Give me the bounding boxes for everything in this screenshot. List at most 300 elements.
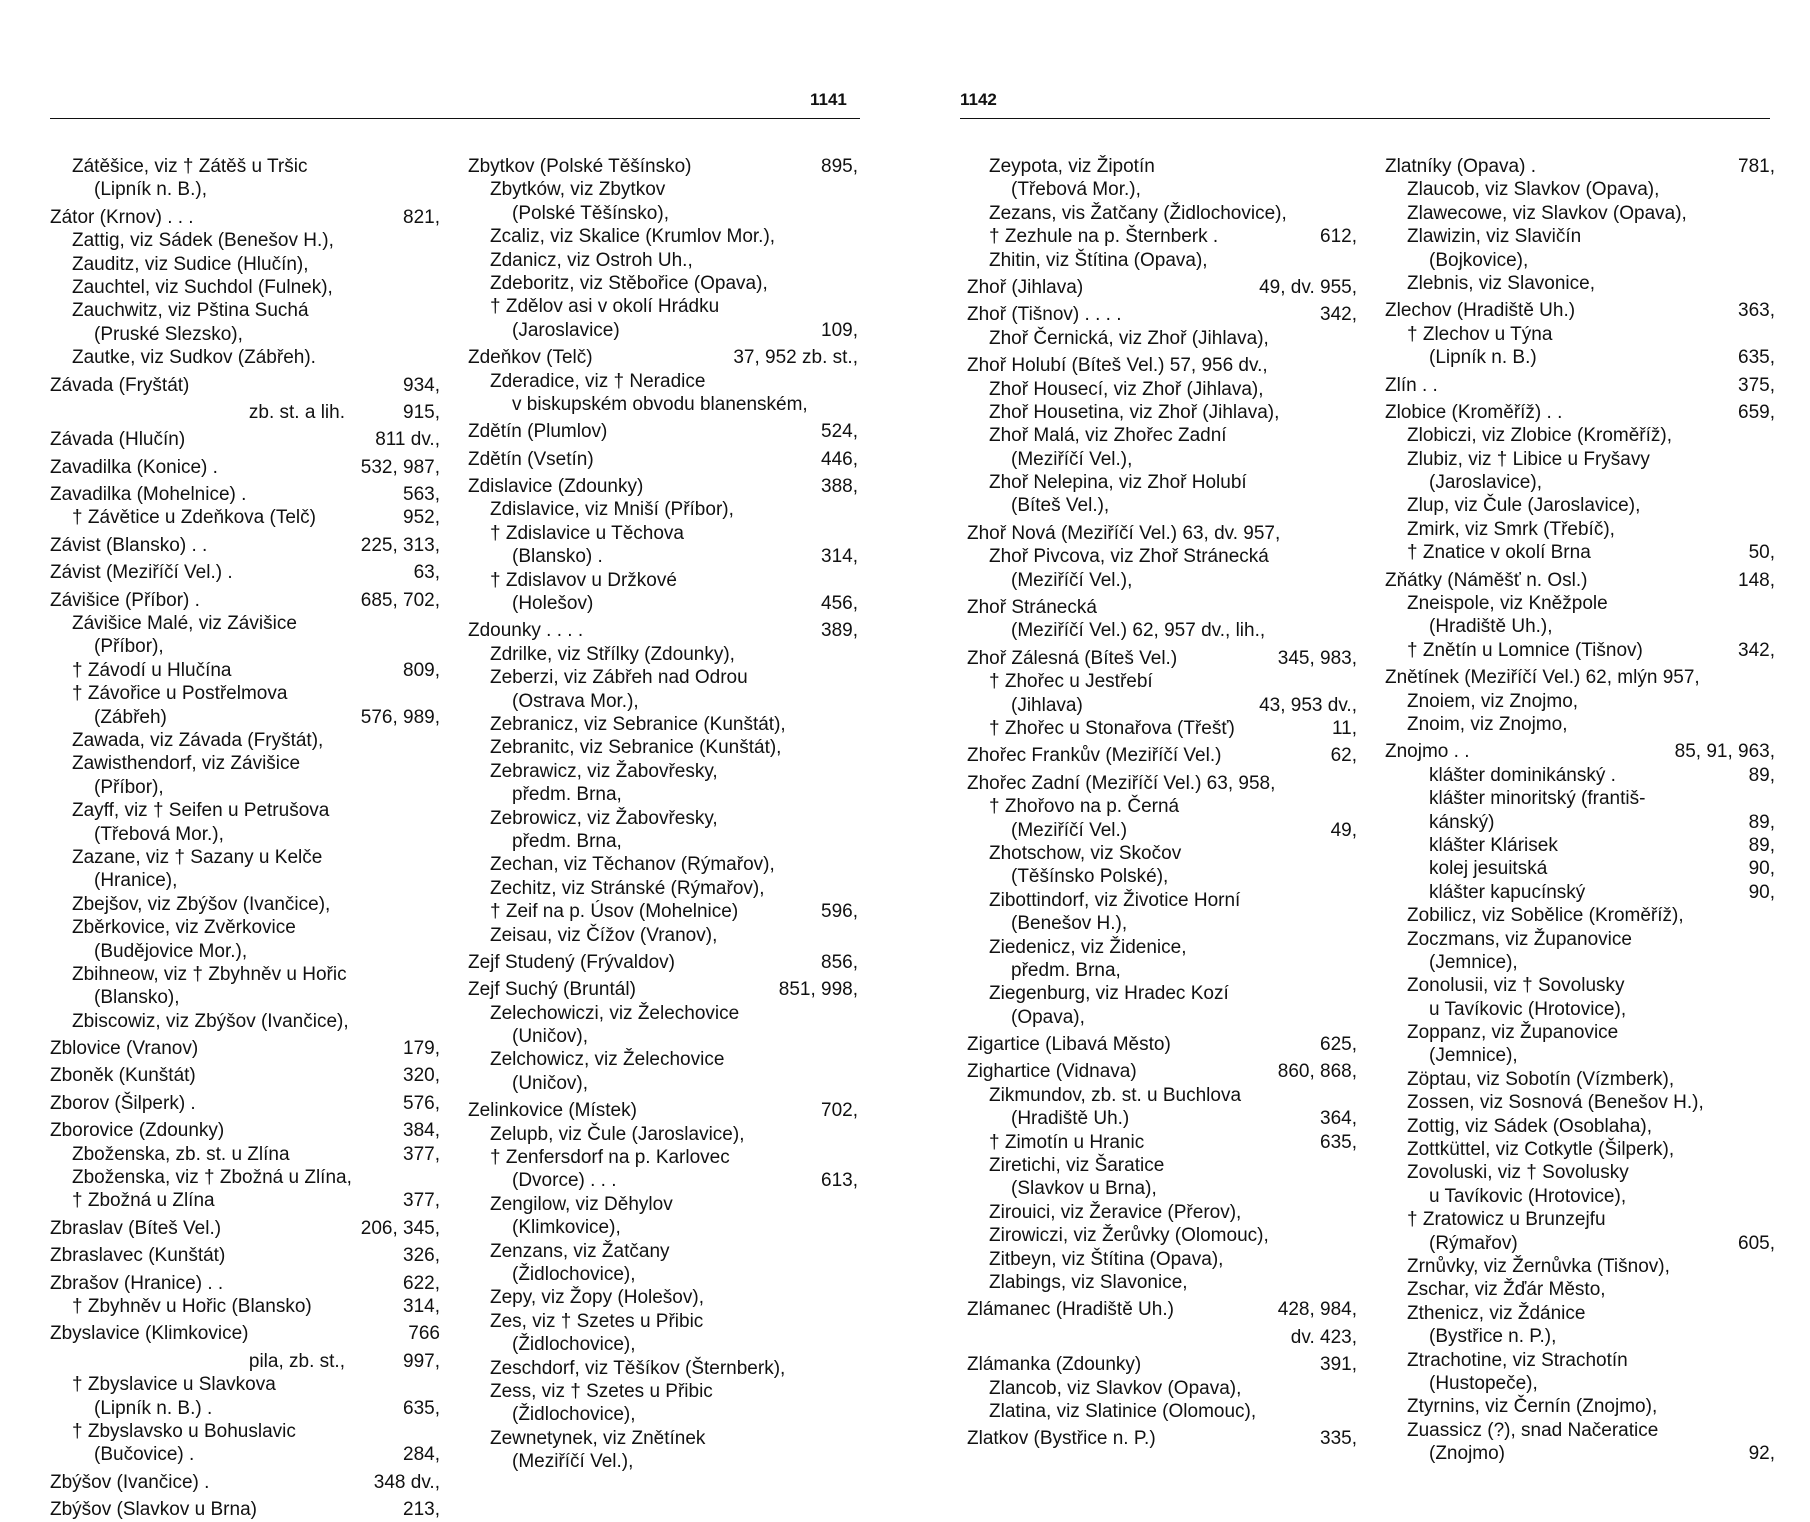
entry-text: Zneispole, viz Kněžpole [1407,593,1608,615]
entry-text: Zlín . . [1385,374,1438,396]
entry-text: Zenzans, viz Žatčany [490,1240,670,1262]
entry-text: u Tavíkovic (Hrotovice), [1429,998,1627,1020]
entry-text: Závada (Fryštát) [50,374,190,396]
index-entry [50,483,440,506]
entry-text: (Uničov), [512,1026,589,1048]
entry-text: Zlabings, viz Slavonice, [989,1271,1188,1293]
page-reference: 11, [1331,717,1357,739]
index-entry [50,253,440,276]
index-entry [1385,569,1775,592]
index-entry [468,978,858,1001]
entry-text: Závist (Blansko) . . [50,534,208,556]
index-entry [468,1240,858,1263]
index-entry [967,1248,1357,1271]
entry-text: (Příbor), [94,776,164,798]
index-entry [468,1193,858,1216]
index-entry [50,534,440,557]
entry-text: Zlatina, viz Slatinice (Olomouc), [989,1400,1257,1422]
index-entry [468,619,858,642]
entry-text: (Jaroslavice), [1429,472,1542,494]
page-reference: 342, [1738,639,1775,661]
index-entry [1385,740,1775,763]
entry-text: Zdounky . . . . [468,620,584,642]
index-entry [50,1092,440,1115]
entry-text: (Bystřice n. P.), [1429,1326,1557,1348]
entry-text: (Blansko) . [512,546,603,568]
page-reference: 326, [403,1245,440,1267]
index-entry [1385,1068,1775,1091]
index-entry [50,1119,440,1142]
entry-text: (Hranice), [94,870,178,892]
page-reference: 377, [403,1190,440,1212]
index-entry [1385,787,1775,810]
index-entry [468,225,858,248]
entry-text: Zmirk, viz Smrk (Třebíč), [1407,518,1615,540]
entry-text: Zelchowicz, viz Želechovice [490,1049,725,1071]
page-reference: 851, 998, [778,979,858,1001]
entry-text: Zhoř Holubí (Bíteš Vel.) 57, 956 dv., [967,355,1268,377]
entry-text: † Zdislavov u Držkové [490,569,677,591]
page-reference: 90, [1748,881,1775,903]
index-entry [1385,471,1775,494]
entry-text: Zhoř Pivcova, viz Zhoř Stránecká [989,546,1269,568]
page-reference: 635, [403,1397,440,1419]
entry-text: † Zhořovo na p. Černá [989,796,1180,818]
page-reference: 915, [403,401,440,423]
index-entry [967,1107,1357,1130]
entry-text: kolej jesuitská [1429,858,1548,880]
index-entry [468,900,858,923]
entry-text: † Zratowicz u Brunzejfu [1407,1209,1606,1231]
entry-text: Znětínek (Meziříčí Vel.) 62, mlýn 957, [1385,667,1700,689]
entry-text: (Meziříčí Vel.), [512,1451,634,1473]
page-reference: 314, [403,1295,440,1317]
entry-text: (Budějovice Mor.), [94,940,248,962]
index-entry [1385,1138,1775,1161]
page-reference: 635, [1738,347,1775,369]
index-entry [50,706,440,729]
index-entry [967,401,1357,424]
index-entry [50,276,440,299]
entry-text: (Hustopeče), [1429,1372,1538,1394]
index-entry [967,354,1357,377]
index-entry [1385,1325,1775,1348]
page-reference: 446, [821,448,858,470]
entry-text: Zdislavice (Zdounky) [468,476,644,498]
entry-text: Zlebnis, viz Slavonice, [1407,272,1595,294]
entry-text: Zejf Suchý (Bruntál) [468,979,636,1001]
page-reference: 43, 953 dv., [1259,694,1357,716]
entry-text: (Meziříčí Vel.), [1011,569,1133,591]
index-entry [1385,639,1775,662]
index-entry [967,1154,1357,1177]
entry-text: Zhořec Frankův (Meziříčí Vel.) [967,745,1222,767]
index-entry [50,346,440,369]
page-reference: 63, [413,562,440,584]
index-entry [967,1177,1357,1200]
page-reference: 766 [408,1323,440,1345]
page-reference: 342, [1320,304,1357,326]
index-entry [1385,881,1775,904]
page-reference: 89, [1748,764,1775,786]
index-entry [967,225,1357,248]
index-entry [50,682,440,705]
index-entry [1385,615,1775,638]
entry-text: Zderadice, viz † Neradice [490,370,706,392]
entry-text: † Zlechov u Týna [1407,323,1553,345]
index-entry [967,619,1357,642]
entry-text: (Bíteš Vel.), [1011,495,1110,517]
entry-text: klášter dominikánský . [1429,764,1616,786]
entry-text: Zazane, viz † Sazany u Kelče [72,846,323,868]
entry-text: Zlámanka (Zdounky) [967,1354,1142,1376]
entry-text: Zlawizin, viz Slavičín [1407,226,1582,248]
index-entry [967,155,1357,178]
entry-text: Znoim, viz Znojmo, [1407,713,1568,735]
index-entry [1385,202,1775,225]
page-reference: 456, [821,593,858,615]
page-reference: 109, [821,319,858,341]
index-entry [967,249,1357,272]
entry-text: Zlubiz, viz † Libice u Fryšavy [1407,448,1650,470]
entry-text: Zhoř Housecí, viz Zhoř (Jihlava), [989,378,1264,400]
entry-text: Zebranitc, viz Sebranice (Kunštát), [490,737,782,759]
entry-text: (Uničov), [512,1072,589,1094]
entry-text: Zátor (Krnov) . . . [50,206,194,228]
entry-text: † Závořice u Postřelmova [72,683,288,705]
entry-text: Zběrkovice, viz Zvěrkovice [72,917,296,939]
entry-text: Zonolusii, viz † Sovolusky [1407,975,1625,997]
index-entry [967,303,1357,326]
entry-text: Zdětín (Vsetín) [468,448,594,470]
index-entry [967,276,1357,299]
entry-text: Zlobiczi, viz Zlobice (Kroměříž), [1407,425,1672,447]
page-reference: 363, [1738,300,1775,322]
page-reference: 314, [821,546,858,568]
page-reference: 811 dv., [375,429,440,451]
entry-text: † Závětice u Zdeňkova (Telč) [72,507,316,529]
index-entry [1385,1185,1775,1208]
entry-text: Ztyrnins, viz Černín (Znojmo), [1407,1396,1658,1418]
page-reference: 856, [821,951,858,973]
entry-text: Zátěšice, viz † Zátěš u Tršic [72,156,308,177]
entry-text: klášter minoritský (františ- [1429,788,1646,810]
header-rule [960,118,1770,119]
index-entry [50,206,440,229]
entry-text: v biskupském obvodu blanenském, [512,393,808,415]
entry-text: (Židlochovice), [512,1404,636,1426]
page-reference: 89, [1748,834,1775,856]
entry-text: † Zenfersdorf na p. Karlovec [490,1147,730,1169]
index-entry [1385,494,1775,517]
entry-text: Zirowiczi, viz Žerůvky (Olomouc), [989,1225,1269,1247]
entry-text: Zossen, viz Sosnová (Benešov H.), [1407,1092,1704,1114]
index-entry [50,916,440,939]
page-reference: 934, [403,374,440,396]
entry-text: Znoiem, viz Znojmo, [1407,690,1579,712]
entry-text: (Opava), [1011,1006,1085,1028]
entry-text: Zhoř Housetina, viz Zhoř (Jihlava), [989,401,1280,423]
index-entry [468,448,858,471]
entry-text: Zayff, viz † Seifen u Petrušova [72,800,330,822]
entry-text: Zavadilka (Konice) . [50,456,218,478]
entry-text: † Zezhule na p. Šternberk . [989,226,1219,248]
entry-text: Zeisau, viz Čížov (Vranov), [490,924,718,946]
entry-text: Zbiscowiz, viz Zbýšov (Ivančice), [72,1010,349,1032]
index-entry [967,1353,1357,1376]
index-entry [50,323,440,346]
entry-text: Zepy, viz Žopy (Holešov), [490,1287,704,1309]
index-entry [50,1272,440,1295]
index-entry [468,1002,858,1025]
entry-text: † Zbyslavice u Slavkova [72,1374,276,1396]
page-reference: 389, [821,620,858,642]
index-entry [1385,1208,1775,1231]
index-entry [468,1216,858,1239]
entry-text: (Lipník n. B.), [94,179,207,201]
index-entry [1385,928,1775,951]
page-reference: 781, [1738,156,1775,177]
index-entry [468,877,858,900]
index-entry [1385,1349,1775,1372]
entry-text: † Závodí u Hlučína [72,659,232,681]
entry-text: Zdislavice, viz Mniší (Příbor), [490,499,734,521]
index-entry [50,635,440,658]
index-entry [468,1403,858,1426]
index-entry [468,1380,858,1403]
index-entry [967,982,1357,1005]
index-entry [50,752,440,775]
index-entry [967,545,1357,568]
index-entry [967,912,1357,935]
index-entry [967,471,1357,494]
entry-text: předm. Brna, [512,830,622,852]
index-column [50,155,440,1521]
index-entry [468,178,858,201]
index-entry [1385,401,1775,424]
entry-text: Ziedenicz, viz Židenice, [989,936,1187,958]
index-entry [967,178,1357,201]
entry-text: † Zhořec u Stonařova (Třešť) [989,717,1235,739]
index-entry [468,666,858,689]
page-reference: 809, [403,659,440,681]
page-reference: 348 dv., [373,1471,440,1493]
index-entry [967,522,1357,545]
index-entry [1385,1302,1775,1325]
index-entry [50,799,440,822]
page-reference: 524, [821,421,858,443]
index-entry [967,1201,1357,1224]
index-entry [1385,155,1775,178]
entry-text: (Meziříčí Vel.) [1011,819,1128,841]
index-entry [50,1244,440,1267]
header-rule [50,118,860,119]
index-entry [1385,374,1775,397]
index-entry [1385,1419,1775,1442]
entry-text: (Lipník n. B.) . [94,1397,213,1419]
index-entry [967,670,1357,693]
index-entry [1385,857,1775,880]
index-entry [50,155,440,178]
entry-text: (Dvorce) . . . [512,1170,617,1192]
index-entry [50,1010,440,1033]
index-entry [50,178,440,201]
entry-text: Zebrowicz, viz Žabovřesky, [490,807,718,829]
index-entry [967,1271,1357,1294]
entry-text: † Znětín u Lomnice (Tišnov) [1407,639,1643,661]
entry-text: Zbraslavec (Kunštát) [50,1245,226,1267]
index-entry [468,498,858,521]
entry-text: Zottküttel, viz Cotkytle (Šilperk), [1407,1139,1675,1161]
entry-text: Zlobice (Kroměříž) . . [1385,401,1563,423]
entry-text: † Zdislavice u Těchova [490,522,684,544]
entry-text: Zbejšov, viz Zbýšov (Ivančice), [72,893,331,915]
index-entry [50,506,440,529]
entry-text: Zibottindorf, viz Životice Horní [989,889,1241,911]
index-entry [967,1060,1357,1083]
index-entry [967,865,1357,888]
entry-text: Zovoluski, viz † Sovolusky [1407,1162,1629,1184]
entry-text: Zhoř Černická, viz Zhoř (Jihlava), [989,327,1269,349]
index-entry [468,924,858,947]
entry-text: (Rýmařov) [1429,1232,1518,1254]
index-entry [967,596,1357,619]
index-entry [468,1333,858,1356]
index-entry [1385,272,1775,295]
entry-text: (Pruské Slezsko), [94,323,243,345]
page-reference: 605, [1738,1232,1775,1254]
entry-text: Zawada, viz Závada (Fryštát), [72,729,324,751]
index-entry [967,959,1357,982]
entry-text: † Znatice v okolí Brna [1407,542,1591,564]
index-entry [50,428,440,451]
index-entry [1385,424,1775,447]
index-column [1385,155,1775,1465]
index-entry [967,569,1357,592]
entry-text: Zblovice (Vranov) [50,1038,199,1060]
index-entry [967,842,1357,865]
index-entry [1385,346,1775,369]
entry-text: Zauchtel, viz Suchdol (Fulnek), [72,276,333,298]
index-entry [1385,448,1775,471]
index-entry [468,1169,858,1192]
index-entry [1385,666,1775,689]
entry-text: Zboženska, zb. st. u Zlína [72,1143,290,1165]
index-entry [468,807,858,830]
index-entry [50,1166,440,1189]
index-entry [50,986,440,1009]
page-reference: 997, [403,1350,440,1372]
index-entry [1385,764,1775,787]
page-reference: 62, [1330,745,1357,767]
entry-text: Zeschdorf, viz Těšíkov (Šternberk), [490,1357,786,1379]
entry-text: (Holešov) [512,593,594,615]
page-reference: 659, [1738,401,1775,423]
entry-text: Zauditz, viz Sudice (Hlučín), [72,253,309,275]
index-entry [1385,518,1775,541]
entry-text: (Slavkov u Brna), [1011,1178,1157,1200]
entry-text: Zboněk (Kunštát) [50,1065,196,1087]
index-entry [1385,1021,1775,1044]
page-reference: 375, [1738,374,1775,396]
entry-text: (Benešov H.), [1011,913,1128,935]
entry-text: Zauchwitz, viz Pština Suchá [72,300,309,322]
page-reference: 895, [821,156,858,177]
index-entry [50,1143,440,1166]
index-entry [967,1131,1357,1154]
entry-text: Zelupb, viz Čule (Jaroslavice), [490,1123,745,1145]
entry-text: Zbytków, viz Zbytkov [490,179,666,201]
index-entry [1385,1278,1775,1301]
entry-text: (Ostrava Mor.), [512,690,639,712]
page-reference: 89, [1748,811,1775,833]
index-entry [468,1072,858,1095]
index-entry [50,401,440,424]
entry-text: Zigartice (Libavá Město) [967,1034,1171,1056]
index-entry [50,589,440,612]
index-entry [468,713,858,736]
entry-text: Zirouici, viz Žeravice (Přerov), [989,1201,1242,1223]
page-reference: 596, [821,901,858,923]
index-entry [967,424,1357,447]
index-entry [50,1471,440,1494]
entry-text: Zlancob, viz Slavkov (Opava), [989,1377,1242,1399]
entry-text: Zlámanec (Hradiště Uh.) [967,1299,1174,1321]
page-reference: 532, 987, [360,456,440,478]
entry-text: † Zeif na p. Úsov (Mohelnice) [490,901,739,923]
entry-text: (Znojmo) [1429,1443,1506,1465]
index-entry [967,1084,1357,1107]
entry-text: Zechitz, viz Stránské (Rýmařov), [490,877,765,899]
entry-text: Zejf Studený (Frývaldov) [468,951,675,973]
index-entry [468,1310,858,1333]
entry-text: Zengilow, viz Děhylov [490,1193,673,1215]
entry-text: (Těšínsko Polské), [1011,866,1169,888]
index-entry [468,1450,858,1473]
index-entry [50,1443,440,1466]
page-reference: 635, [1320,1131,1357,1153]
index-entry [50,456,440,479]
entry-text: Zhoř (Tišnov) . . . . [967,304,1122,326]
index-entry [50,963,440,986]
entry-text: Ziretichi, viz Šaratice [989,1155,1165,1177]
index-entry [468,783,858,806]
index-entry [50,1498,440,1521]
entry-text: Zess, viz † Szetes u Přibic [490,1380,713,1402]
entry-text: (Zábřeh) [94,706,167,728]
index-entry [1385,1115,1775,1138]
index-entry [50,846,440,869]
entry-text: (Lipník n. B.) [1429,347,1537,369]
entry-text: Znojmo . . [1385,741,1470,763]
index-entry [50,1373,440,1396]
entry-text: Zebranicz, viz Sebranice (Kunštát), [490,713,786,735]
entry-text: klášter kapucínský [1429,881,1586,903]
entry-text: Zbraslav (Bíteš Vel.) [50,1217,222,1239]
index-entry [1385,1255,1775,1278]
index-entry [468,690,858,713]
index-entry [967,1224,1357,1247]
entry-text: Zlawecowe, viz Slavkov (Opava), [1407,202,1687,224]
entry-text: Zbihneow, viz † Zbyhněv u Hořic [72,963,347,985]
index-entry [468,346,858,369]
entry-text: Zhoř Malá, viz Zhořec Zadní [989,425,1227,447]
index-entry [1385,249,1775,272]
entry-text: Zhoř Zálesná (Bíteš Vel.) [967,647,1178,669]
entry-text: Zeberzi, viz Zábřeh nad Odrou [490,667,748,689]
entry-text: Zoppanz, viz Županovice [1407,1022,1619,1044]
index-entry [1385,904,1775,927]
